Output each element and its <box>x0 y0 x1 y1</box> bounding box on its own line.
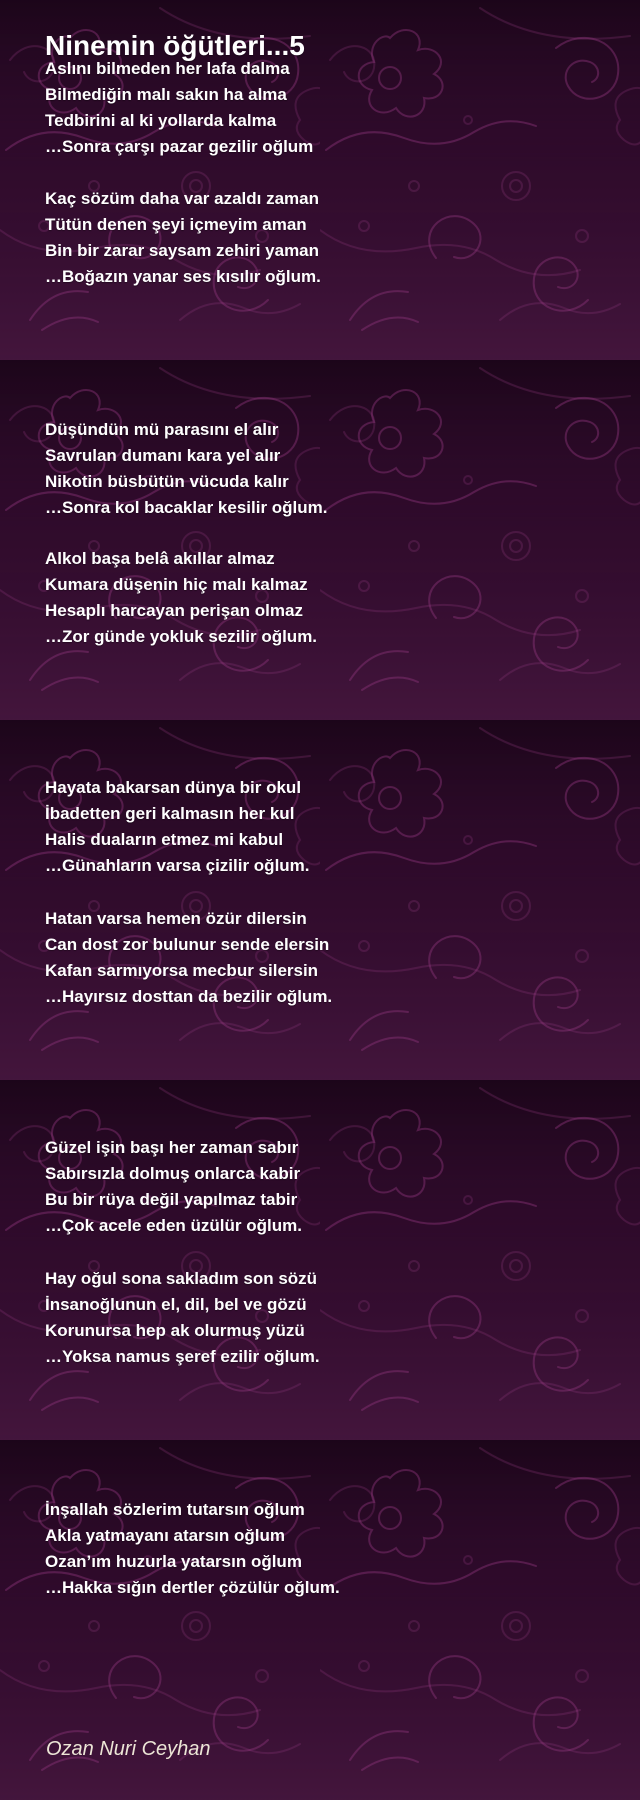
poem-stanza <box>45 186 321 290</box>
poem-stanza <box>45 1135 302 1239</box>
poem-line: Kumara düşenin hiç malı kalmaz <box>45 575 308 594</box>
poem-line: …Günahların varsa çizilir oğlum. <box>45 856 310 875</box>
poem-line: Tütün denen şeyi içmeyim aman <box>45 215 307 234</box>
poem-line: …Hayırsız dosttan da bezilir oğlum. <box>45 987 333 1006</box>
poem-line: Hesaplı harcayan perişan olmaz <box>45 601 303 620</box>
poem-line: Hayata bakarsan dünya bir okul <box>45 778 302 797</box>
poem-line: Korunursa hep ak olurmuş yüzü <box>45 1321 305 1340</box>
poem-line: Kaç sözüm daha var azaldı zaman <box>45 189 319 208</box>
poem-line: Alkol başa belâ akıllar almaz <box>45 549 275 568</box>
poem-line: İbadetten geri kalmasın her kul <box>45 804 295 823</box>
poem-line: Güzel işin başı her zaman sabır <box>45 1138 299 1157</box>
poem-line: Hay oğul sona sakladım son sözü <box>45 1269 318 1288</box>
poem-line: Aslını bilmeden her lafa dalma <box>45 59 290 78</box>
poem-line: Savrulan dumanı kara yel alır <box>45 446 281 465</box>
poem-stanza <box>45 1497 340 1601</box>
poem-stanza <box>45 546 317 650</box>
poem-line: Halis duaların etmez mi kabul <box>45 830 284 849</box>
poem-line: Sabırsızla dolmuş onlarca kabir <box>45 1164 301 1183</box>
poem-line: Bu bir rüya değil yapılmaz tabir <box>45 1190 298 1209</box>
poem-line: Can dost zor bulunur sende elersin <box>45 935 330 954</box>
poem-stanza <box>45 775 310 879</box>
poem-line: Nikotin büsbütün vücuda kalır <box>45 472 289 491</box>
poem-line: …Yoksa namus şeref ezilir oğlum. <box>45 1347 320 1366</box>
poem-line: Bin bir zarar saysam zehiri yaman <box>45 241 320 260</box>
poem-line: Kafan sarmıyorsa mecbur silersin <box>45 961 319 980</box>
poem-line: …Boğazın yanar ses kısılır oğlum. <box>45 267 321 286</box>
poem-line: …Hakka sığın dertler çözülür oğlum. <box>45 1578 340 1597</box>
poem-line: Hatan varsa hemen özür dilersin <box>45 909 307 928</box>
poem-line: …Zor günde yokluk sezilir oğlum. <box>45 627 318 646</box>
poem-line: Ozan’ım huzurla yatarsın oğlum <box>45 1552 302 1571</box>
poem-stanza <box>45 417 328 521</box>
poem-line: Düşündün mü parasını el alır <box>45 420 279 439</box>
poem-author: Ozan Nuri Ceyhan <box>46 1738 211 1760</box>
poem-stanza <box>45 1266 320 1370</box>
poem-line: İnsanoğlunun el, dil, bel ve gözü <box>45 1295 307 1314</box>
poem-line: …Çok acele eden üzülür oğlum. <box>45 1216 302 1235</box>
poem-line: İnşallah sözlerim tutarsın oğlum <box>45 1500 305 1519</box>
poem-line: …Sonra kol bacaklar kesilir oğlum. <box>45 498 328 517</box>
poem-line: Tedbirini al ki yollarda kalma <box>45 111 277 130</box>
poem-stanza <box>45 906 332 1010</box>
poem-line: …Sonra çarşı pazar gezilir oğlum <box>45 137 314 156</box>
poem-stanza <box>45 56 313 160</box>
poem-line: Bilmediğin malı sakın ha alma <box>45 85 287 104</box>
poem-line: Akla yatmayanı atarsın oğlum <box>45 1526 285 1545</box>
poem-title: Ninemin öğütleri...5 <box>45 29 305 61</box>
